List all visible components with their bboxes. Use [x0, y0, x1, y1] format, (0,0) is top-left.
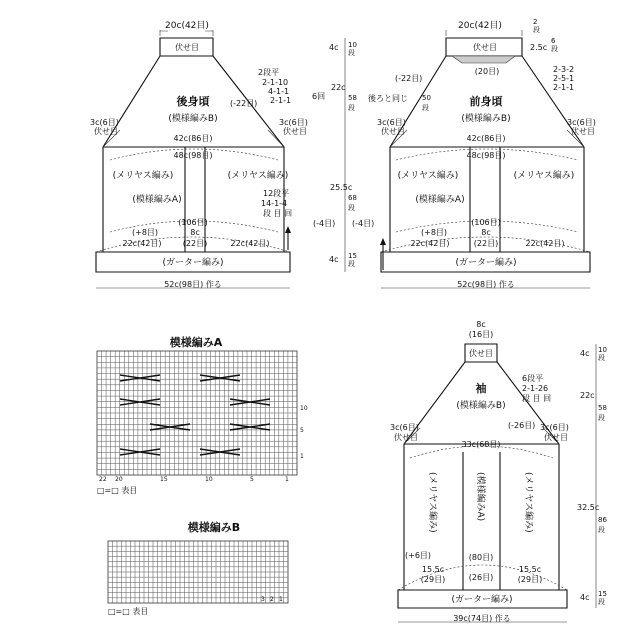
chart-a-legend: □=□ 表目 — [97, 486, 138, 495]
front-plus8: (+8目) — [421, 228, 448, 237]
front-width-22-l: 22c(42目) — [410, 239, 450, 248]
back-shoulder-l-2: 伏せ目 — [94, 127, 118, 136]
back-width-22-l: 22c(42目) — [122, 239, 162, 248]
sleeve-width-33: 33c(68目) — [461, 440, 501, 449]
sleeve-width-155-r: 15.5c — [518, 565, 542, 574]
back-h4b-unit: 段 — [348, 260, 355, 268]
front-meriyasu-r: (メリヤス編み) — [513, 171, 575, 181]
front-same-as-back: 後ろと同じ — [368, 94, 408, 103]
back-width-22-r: 22c(42目) — [230, 239, 270, 248]
chart-a-col-1: 1 — [285, 476, 289, 483]
sleeve-schematic — [390, 320, 607, 623]
back-pattern-b: (模様編みB) — [168, 114, 218, 124]
front-8c: 8c — [481, 228, 491, 237]
back-h255-rows: 68 — [348, 194, 357, 202]
sleeve-width-155-r-st: (29目) — [517, 575, 543, 584]
back-dec-note-5: 6回 — [312, 92, 326, 101]
front-rows-6-unit: 段 — [551, 45, 558, 53]
chart-a-col-5: 5 — [250, 476, 254, 483]
sleeve-h4-rows: 10 — [598, 346, 607, 354]
back-bind-off: 伏せ目 — [175, 43, 199, 52]
sleeve-h4b: 4c — [580, 593, 590, 602]
sleeve-h325: 32.5c — [577, 503, 600, 512]
chart-a-col-22: 22 — [99, 476, 107, 483]
front-neck-height: 2.5c — [530, 43, 548, 52]
back-meriyasu-l: (メリヤス編み) — [112, 171, 174, 181]
back-dec-note-2: 2-1-10 — [262, 78, 289, 87]
sleeve-h22-rows: 58 — [598, 404, 607, 412]
front-rows-50-unit: 段 — [422, 104, 429, 112]
chart-b-col-1: 1 — [279, 596, 283, 603]
back-shoulder-r-1: 3c(6目) — [279, 118, 308, 127]
sleeve-h22-unit: 段 — [598, 414, 605, 422]
front-rows-2-unit: 段 — [533, 26, 540, 34]
back-8c-stitches: (22目) — [182, 239, 208, 248]
sleeve-bottom: 39c(74目) 作る — [453, 614, 511, 623]
back-h4: 4c — [329, 43, 339, 52]
sleeve-bind-off: 伏せ目 — [469, 349, 493, 358]
front-width-42: 42c(86目) — [466, 134, 506, 143]
front-garter: (ガーター編み) — [455, 258, 517, 268]
sleeve-garter: (ガーター編み) — [451, 595, 513, 605]
front-rows-6: 6 — [551, 37, 556, 45]
pattern-chart-b — [108, 520, 288, 616]
chart-a-col-20: 20 — [115, 476, 123, 483]
sleeve-width-155-l: 15.5c — [421, 565, 445, 574]
back-body-schematic — [90, 20, 357, 289]
back-dec-note-1: 2段平 — [258, 68, 280, 77]
back-h255-unit: 段 — [348, 204, 355, 212]
chart-a-row-5: 5 — [300, 427, 304, 434]
sleeve-h325-rows: 86 — [598, 516, 607, 524]
sleeve-dec-side: (-26目) — [508, 421, 536, 430]
pattern-chart-a — [97, 335, 308, 495]
sleeve-shoulder-l-1: 3c(6目) — [390, 423, 419, 432]
sleeve-stitch-26: (26目) — [468, 573, 494, 582]
front-width-48: 48c(98目) — [466, 151, 506, 160]
front-rows-50: 50 — [422, 94, 431, 102]
back-width-48: 48c(98目) — [173, 151, 213, 160]
chart-b-legend: □=□ 表目 — [108, 607, 149, 616]
front-neck-dec-2: 2-5-1 — [553, 74, 575, 83]
sleeve-plus6: (+6目) — [405, 551, 432, 560]
chart-b-col-3: 3 — [261, 596, 265, 603]
sleeve-shoulder-r-2: 伏せ目 — [544, 433, 568, 442]
front-top-width: 20c(42目) — [458, 21, 502, 31]
front-shoulder-l-2: 伏せ目 — [381, 127, 405, 136]
chart-a-row-10: 10 — [300, 405, 308, 412]
sleeve-pattern-a: (模様編みA) — [475, 472, 485, 522]
front-neck-width: (20目) — [474, 67, 500, 76]
back-8c: 8c — [190, 228, 200, 237]
front-shoulder-r-1: 3c(6目) — [567, 118, 596, 127]
sleeve-shoulder-l-2: 伏せ目 — [394, 433, 418, 442]
chart-a-col-15: 15 — [160, 476, 168, 483]
back-dec-note-4: 2-1-1 — [270, 96, 292, 105]
front-meriyasu-l: (メリヤス編み) — [397, 171, 459, 181]
back-h22-unit: 段 — [348, 104, 355, 112]
back-h4-unit: 段 — [348, 49, 355, 57]
back-h255: 25.5c — [330, 183, 353, 192]
sleeve-title: 袖 — [475, 382, 487, 395]
front-shoulder-l-1: 3c(6目) — [377, 118, 406, 127]
back-h22: 22c — [331, 83, 346, 92]
back-shoulder-l-1: 3c(6目) — [90, 118, 119, 127]
front-rows-2: 2 — [533, 18, 538, 26]
sleeve-top-width: 8c — [476, 320, 486, 329]
back-bottom: 52c(98目) 作る — [164, 280, 222, 289]
front-8c-stitches: (22目) — [473, 239, 499, 248]
sleeve-top-stitches: (16目) — [468, 330, 494, 339]
front-pattern-b: (模様編みB) — [461, 114, 511, 124]
sleeve-meriyasu-r: (メリヤス編み) — [523, 472, 533, 533]
back-side-note-1: 12段平 — [263, 189, 290, 198]
front-stitch-106: (106目) — [471, 218, 501, 227]
front-title: 前身頃 — [469, 95, 503, 108]
front-neck-dec-1: 2-3-2 — [553, 65, 575, 74]
sleeve-meriyasu-l: (メリヤス編み) — [427, 472, 437, 533]
chart-a-col-10: 10 — [205, 476, 213, 483]
sleeve-dec-note-2: 2-1-26 — [522, 384, 549, 393]
sleeve-h4b-unit: 段 — [598, 598, 605, 606]
front-neck-dec-3: 2-1-1 — [553, 83, 575, 92]
sleeve-h4: 4c — [580, 349, 590, 358]
back-h22-rows: 58 — [348, 94, 357, 102]
chart-a-row-1: 1 — [300, 453, 304, 460]
front-shoulder-r-2: 伏せ目 — [571, 127, 595, 136]
sleeve-shoulder-r-1: 3c(6目) — [540, 423, 569, 432]
sleeve-dec-note-3: 段 目 回 — [522, 394, 552, 403]
back-dec-side: (-22目) — [230, 99, 258, 108]
back-title: 後身頃 — [176, 95, 210, 108]
back-side-note-3: 段 目 回 — [263, 209, 293, 218]
sleeve-dec-note-1: 6段平 — [522, 374, 544, 383]
back-h4-rows: 10 — [348, 41, 357, 49]
front-minus4: (-4目) — [352, 219, 375, 228]
back-side-note-2: 14-1-4 — [261, 199, 288, 208]
sleeve-width-155-l-st: (29目) — [420, 575, 446, 584]
back-stitch-106: (106目) — [178, 218, 208, 227]
back-meriyasu-r: (メリヤス編み) — [227, 171, 289, 181]
chart-b-title: 模様編みB — [187, 521, 241, 534]
sleeve-h4b-rows: 15 — [598, 590, 607, 598]
back-width-42: 42c(86目) — [173, 134, 213, 143]
back-pattern-a: (模様編みA) — [132, 195, 182, 205]
chart-b-col-2: 2 — [270, 596, 274, 603]
back-minus4: (-4目) — [313, 219, 336, 228]
back-shoulder-r-2: 伏せ目 — [283, 127, 307, 136]
front-bind-off: 伏せ目 — [473, 43, 497, 52]
sleeve-h325-unit: 段 — [598, 526, 605, 534]
front-width-22-r: 22c(42目) — [525, 239, 565, 248]
sleeve-h22: 22c — [580, 391, 595, 400]
front-bottom: 52c(98目) 作る — [457, 280, 515, 289]
sleeve-h4-unit: 段 — [598, 354, 605, 362]
back-h4b: 4c — [329, 255, 339, 264]
back-dec-note-3: 4-1-1 — [268, 87, 290, 96]
chart-a-title: 模様編みA — [169, 336, 223, 349]
front-pattern-a: (模様編みA) — [415, 195, 465, 205]
front-dec-side: (-22目) — [395, 74, 423, 83]
back-h4b-rows: 15 — [348, 252, 357, 260]
back-plus8: (+8目) — [132, 228, 159, 237]
sleeve-stitch-80: (80目) — [468, 553, 494, 562]
front-body-schematic — [352, 18, 596, 289]
sleeve-pattern-b: (模様編みB) — [456, 401, 506, 411]
back-top-width: 20c(42目) — [165, 21, 209, 31]
back-garter: (ガーター編み) — [162, 258, 224, 268]
